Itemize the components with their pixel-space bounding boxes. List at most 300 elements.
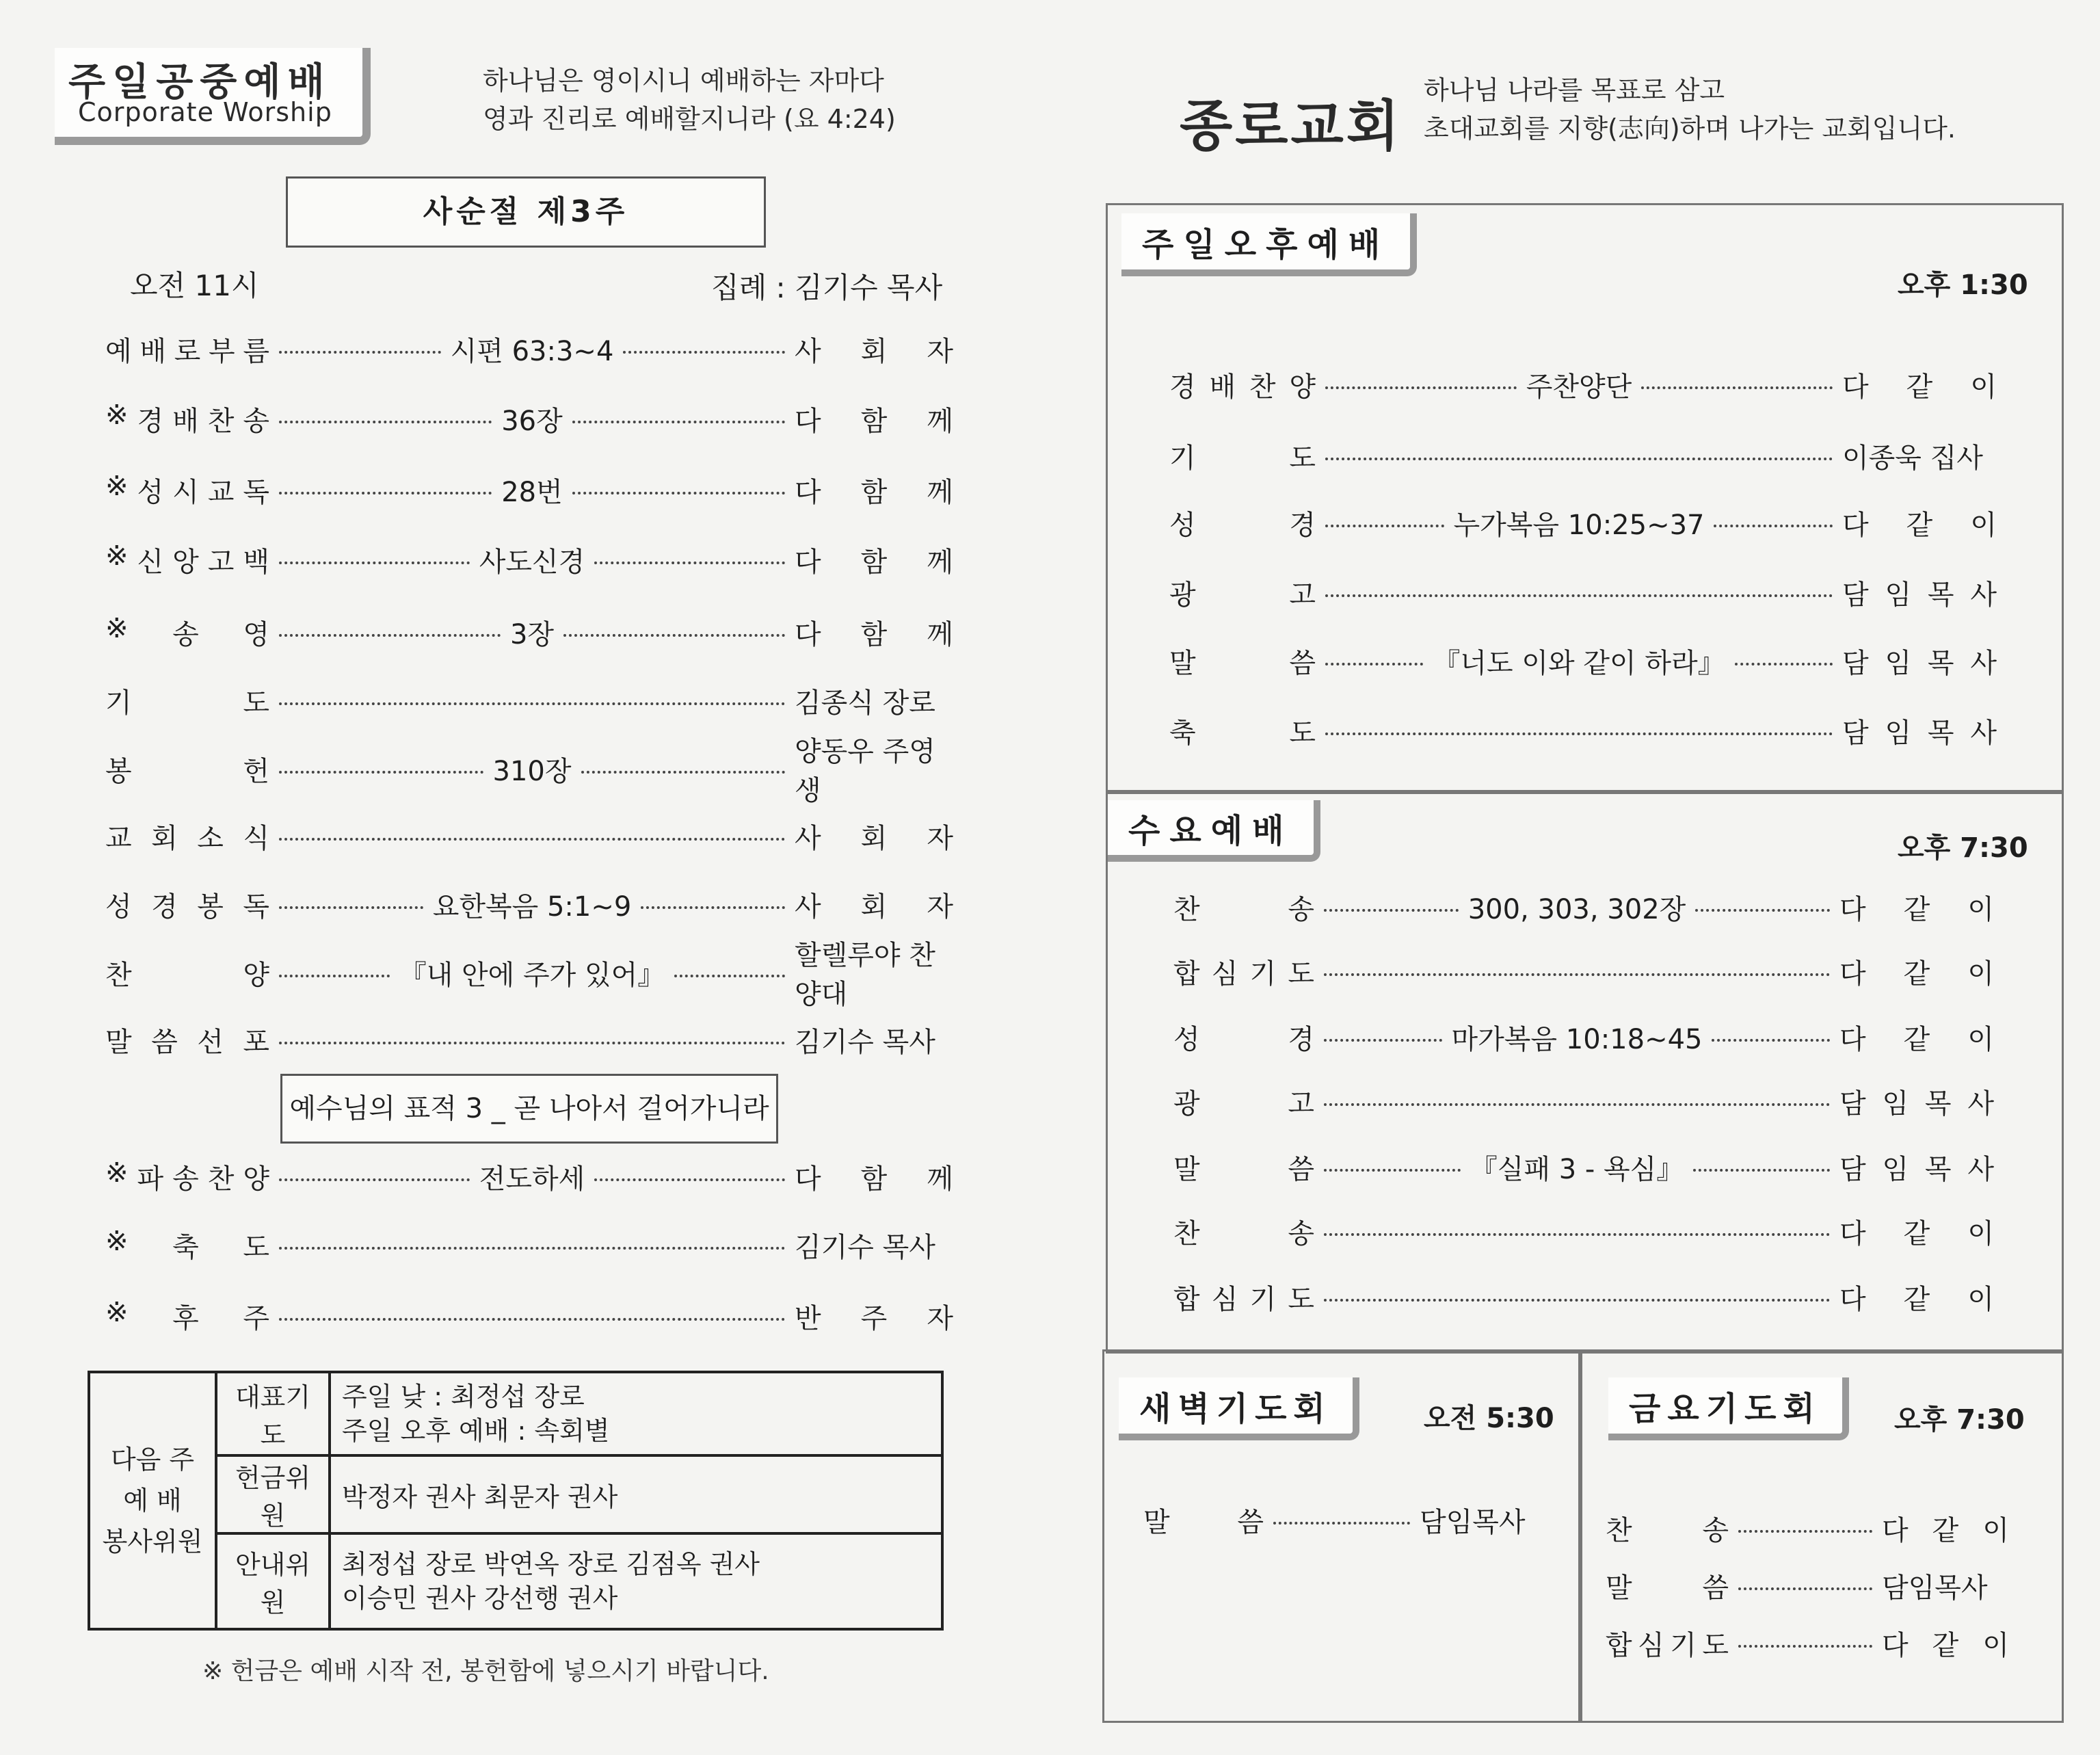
order-person [1842, 365, 1997, 404]
order-person-char: 다 [1839, 893, 1866, 925]
order-label-char: 파 [137, 1163, 164, 1195]
volunteer-names-line: 최정섭 장로 박연옥 장로 김점옥 권사 [342, 1549, 760, 1579]
order-label-char: ※ [105, 1296, 129, 1328]
order-person-char: 사 [1970, 579, 1997, 611]
leader-dots [1738, 1645, 1872, 1648]
order-person-char: 같 [1903, 958, 1930, 990]
order-label [105, 817, 269, 856]
order-person-char: 같 [1906, 371, 1933, 403]
order-label-char: 심 [1211, 958, 1238, 990]
leader-dots [279, 906, 423, 909]
order-item: 3장 [509, 618, 555, 650]
order-label [105, 330, 269, 369]
order-row [105, 469, 953, 510]
order-label-char: 앙 [172, 546, 199, 578]
leader-dots [279, 351, 441, 354]
leader-dots [1324, 1299, 1830, 1302]
leader-dots [1325, 663, 1423, 665]
order-label-char: 찬 [1173, 1217, 1200, 1250]
order-row [105, 815, 953, 856]
friday-tab [1608, 1377, 1849, 1440]
order-label [105, 1157, 269, 1196]
leader-dots [594, 1178, 785, 1181]
order-person-char: 담 [1839, 1087, 1866, 1120]
order-item: 310장 [492, 755, 572, 787]
order-person-char: 이 [1967, 1283, 1994, 1315]
volunteer-names [330, 1372, 942, 1455]
order-person-char: 함 [860, 618, 888, 650]
order-person [1882, 1509, 2009, 1548]
order-person [1839, 1148, 1994, 1187]
order-label [1606, 1509, 1729, 1548]
leader-dots [581, 771, 786, 774]
order-label [105, 885, 269, 924]
order-person-char: 목 [1927, 647, 1954, 679]
order-label [1173, 1278, 1314, 1317]
order-person-char: 담 [1842, 647, 1869, 679]
season-title: 사순절 제3주 [423, 194, 629, 229]
order-person-char: 사 [795, 890, 821, 923]
leader-dots [1324, 1169, 1461, 1172]
volunteer-names [330, 1533, 942, 1629]
order-label [105, 1297, 269, 1336]
leader-dots [1324, 973, 1830, 976]
order-person [1839, 1278, 1994, 1317]
order-person: 담임목사 [1882, 1572, 1988, 1604]
leader-dots [279, 771, 483, 774]
leader-dots [1641, 386, 1833, 389]
leader-dots [674, 975, 785, 977]
friday-time: 오후 7:30 [1894, 1404, 2025, 1436]
order-row [1606, 1507, 2009, 1548]
order-label-char: 합 [1606, 1629, 1632, 1661]
order-label-char: 씀 [1288, 1153, 1314, 1185]
order-person [1842, 503, 1997, 542]
order-label-char: 찬 [207, 1163, 235, 1195]
order-label-char: 찬 [1606, 1514, 1632, 1546]
order-label-char: 식 [243, 822, 269, 854]
order-label [105, 540, 269, 579]
order-row [105, 1295, 953, 1336]
leader-dots [1324, 1103, 1830, 1106]
volunteer-heading-line: 다음 주 [110, 1444, 195, 1475]
order-label [105, 1020, 269, 1059]
order-person-char: 함 [860, 1163, 888, 1195]
order-person-char: 반 [795, 1302, 821, 1334]
order-person: 양동우 주영생 [795, 736, 935, 806]
order-label [1143, 1501, 1264, 1540]
order-person-char: 같 [1932, 1514, 1959, 1546]
order-label-char: 신 [137, 546, 164, 578]
order-person-char: 자 [927, 822, 953, 854]
dawn-title: 새벽기도회 [1139, 1389, 1332, 1428]
order-item: 전도하세 [479, 1163, 585, 1195]
order-person-char: 다 [795, 618, 821, 650]
order-row [105, 328, 953, 369]
order-label-char: 기 [1249, 1283, 1277, 1315]
order-label-char: 광 [1173, 1087, 1200, 1120]
leader-dots [279, 421, 492, 423]
order-label-char: 봉 [197, 890, 224, 923]
leader-dots [641, 906, 785, 909]
order-row [105, 1019, 953, 1060]
order-label-char: ※ [105, 470, 129, 502]
leader-dots [279, 492, 492, 494]
order-person-char: 담 [1839, 1153, 1866, 1185]
wednesday-title: 수요예배 [1128, 811, 1294, 850]
order-person-char: 회 [860, 890, 888, 923]
order-person: 이종욱 집사 [1842, 442, 1983, 474]
order-label-char: 합 [1173, 1283, 1200, 1315]
friday-title: 금요기도회 [1629, 1389, 1822, 1428]
order-item: 주찬양단 [1526, 371, 1632, 403]
order-person [795, 540, 953, 579]
order-label-char: 백 [243, 546, 269, 578]
volunteer-table [88, 1371, 944, 1631]
order-label-char: 도 [1288, 1283, 1314, 1315]
order-person: 김기수 목사 [795, 1026, 935, 1058]
order-label-char: 로 [174, 335, 201, 367]
order-person [795, 885, 953, 924]
order-label [105, 613, 269, 652]
order-person-char: 목 [1924, 1153, 1952, 1185]
order-person-char: 다 [795, 546, 821, 578]
order-label [1173, 1212, 1314, 1251]
order-label-char: 부 [208, 335, 235, 367]
order-row [1173, 1146, 1994, 1187]
order-label [105, 399, 269, 438]
order-person-char: 다 [1842, 371, 1869, 403]
order-label-char: 주 [243, 1302, 269, 1334]
order-person [1842, 711, 1997, 750]
order-person-char: 이 [1967, 1217, 1994, 1250]
order-person-char: 이 [1970, 371, 1997, 403]
order-person-char: 자 [927, 335, 953, 367]
leader-dots [279, 1042, 785, 1044]
order-label-char: 름 [243, 335, 269, 367]
order-person [1842, 573, 1997, 612]
order-label-char: 기 [1670, 1629, 1697, 1661]
order-person-char: 같 [1906, 509, 1933, 541]
order-label-char: 송 [172, 618, 199, 650]
order-row [1169, 502, 1997, 543]
order-person [1882, 1624, 2009, 1663]
leader-dots [1693, 1169, 1830, 1172]
wednesday-time: 오후 7:30 [1898, 832, 2028, 864]
sermon-title: 예수님의 표적 3 _ 곧 나아서 걸어가니라 [289, 1093, 769, 1124]
order-label-char: 선 [197, 1026, 224, 1058]
order-label-char: 교 [207, 476, 235, 508]
order-person [1839, 888, 1994, 927]
order-person [1842, 642, 1997, 681]
volunteer-heading-line: 봉사위원 [102, 1527, 203, 1557]
order-label [1606, 1566, 1729, 1605]
leader-dots [1738, 1587, 1872, 1590]
leader-dots [1325, 525, 1444, 527]
leader-dots [1714, 525, 1833, 527]
service-time: 오전 11시 [130, 269, 259, 302]
order-label-char: 씀 [1289, 647, 1316, 679]
afternoon-time: 오후 1:30 [1898, 269, 2028, 301]
order-person-char: 같 [1903, 1023, 1930, 1055]
order-label [1169, 503, 1316, 542]
order-person-char: 주 [860, 1302, 888, 1334]
order-label-char: 양 [1289, 371, 1316, 403]
order-row [105, 736, 953, 806]
order-label [1606, 1624, 1729, 1663]
leader-dots [279, 1178, 470, 1181]
leader-dots [1325, 386, 1517, 389]
order-label-char: 교 [105, 822, 132, 854]
order-row [105, 1156, 953, 1197]
order-label [1173, 1082, 1314, 1121]
worship-header-subtitle: Corporate Worship [78, 97, 332, 127]
volunteer-names-line: 주일 낮 : 최정섭 장로 [342, 1382, 585, 1412]
worship-header-tab [55, 48, 371, 145]
order-label-char: 씀 [1702, 1572, 1729, 1604]
season-box [286, 176, 766, 248]
order-item: 28번 [501, 476, 563, 508]
order-person-char: 목 [1924, 1087, 1952, 1120]
order-label-char: 도 [243, 687, 269, 719]
order-label [105, 953, 269, 992]
leader-dots [623, 351, 785, 354]
order-row [105, 884, 953, 925]
order-label-char: 시 [172, 476, 199, 508]
order-person-char: 회 [860, 822, 888, 854]
order-person-char: 자 [927, 890, 953, 923]
order-row [1173, 1211, 1994, 1252]
order-label-char: 송 [1288, 893, 1314, 925]
order-person-char: 임 [1885, 717, 1912, 749]
order-person-char: 이 [1967, 1023, 1994, 1055]
order-label-char: 고 [1289, 579, 1316, 611]
order-row [1173, 1276, 1994, 1317]
order-item: 사도신경 [479, 546, 585, 578]
order-person-char: 다 [1839, 1283, 1866, 1315]
order-row [1143, 1499, 1550, 1540]
order-label [1169, 573, 1316, 612]
order-person-char: 이 [1982, 1514, 2009, 1546]
order-person-char: 다 [1839, 958, 1866, 990]
order-row [1173, 886, 1994, 927]
order-person-char: 자 [927, 1302, 953, 1334]
dawn-tab [1119, 1377, 1359, 1440]
order-label-char: ※ [105, 1225, 129, 1257]
order-row [105, 1224, 953, 1265]
order-label-char: 배 [1209, 371, 1236, 403]
order-person [795, 1157, 953, 1196]
afternoon-tab [1121, 213, 1417, 276]
order-label [105, 1226, 269, 1265]
order-label-char: 도 [1702, 1629, 1729, 1661]
order-row [1173, 1081, 1994, 1122]
order-label-char: 경 [1289, 509, 1316, 541]
order-label-char: 경 [1288, 1023, 1314, 1055]
leader-dots [279, 1247, 785, 1250]
order-label-char: 성 [105, 890, 132, 923]
volunteer-names [330, 1455, 942, 1533]
leader-dots [1325, 733, 1833, 735]
order-label-char: 찬 [105, 959, 132, 991]
wednesday-tab [1108, 800, 1320, 862]
order-row [1169, 640, 1997, 681]
order-label-char: 경 [137, 405, 164, 437]
order-label-char: 고 [207, 546, 235, 578]
order-label-char: 씀 [1237, 1506, 1264, 1538]
order-person-char: 사 [795, 822, 821, 854]
order-label-char: 축 [172, 1231, 199, 1263]
order-person [1839, 1082, 1994, 1121]
order-label-char: 찬 [1249, 371, 1276, 403]
order-label-char: 말 [105, 1026, 132, 1058]
motto-line-1: 하나님 나라를 목표로 삼고 [1424, 75, 1725, 105]
order-label [105, 471, 269, 510]
order-label-char: 합 [1173, 958, 1200, 990]
order-row [105, 611, 953, 652]
order-person-char: 같 [1903, 1283, 1930, 1315]
order-label-char: 말 [1169, 647, 1196, 679]
order-label-char: 심 [1211, 1283, 1238, 1315]
order-label [1173, 952, 1314, 991]
order-label-char: 찬 [207, 405, 235, 437]
order-label-char: 송 [172, 1163, 199, 1195]
order-person-char: 같 [1903, 1217, 1930, 1250]
order-label-char: 말 [1173, 1153, 1200, 1185]
order-person-char: 회 [860, 335, 888, 367]
order-label-char: 양 [243, 959, 269, 991]
order-person-char: 께 [927, 1163, 953, 1195]
leader-dots [279, 975, 390, 977]
leader-dots [1324, 909, 1459, 912]
order-item: 시편 63:3~4 [450, 335, 614, 367]
order-label-char: 독 [243, 890, 269, 923]
order-label-char: 봉 [105, 755, 132, 787]
order-person-char: 함 [860, 476, 888, 508]
church-motto [1424, 71, 1956, 148]
order-label-char: 광 [1169, 579, 1196, 611]
order-label-char: ※ [105, 1157, 129, 1189]
verse-line-2: 영과 진리로 예배할지니라 (요 4:24) [483, 104, 896, 134]
offering-note: ※ 헌금은 예배 시작 전, 봉헌함에 넣으시기 바랍니다. [202, 1657, 769, 1685]
leader-dots [1695, 909, 1830, 912]
order-label-char: ※ [105, 399, 129, 431]
order-label-char: ※ [105, 540, 129, 572]
order-label [1169, 642, 1316, 681]
order-person-char: 사 [795, 335, 821, 367]
order-person-char: 다 [795, 1163, 821, 1195]
order-item: 요한복음 5:1~9 [432, 890, 632, 923]
order-person [795, 817, 953, 856]
order-label-char: 회 [151, 822, 178, 854]
order-person-char: 께 [927, 618, 953, 650]
order-item: 300, 303, 302장 [1467, 893, 1686, 925]
order-label-char: 심 [1638, 1629, 1664, 1661]
order-label-char: 고 [1288, 1087, 1314, 1120]
leader-dots [1735, 663, 1833, 665]
scripture-verse [483, 62, 896, 138]
leader-dots [279, 1318, 785, 1321]
order-label-char: 기 [1249, 958, 1277, 990]
order-label-char: 헌 [243, 755, 269, 787]
leader-dots [279, 838, 785, 841]
order-item: 마가복음 10:18~45 [1451, 1023, 1703, 1055]
service-leader: 집례 : 김기수 목사 [711, 271, 943, 304]
volunteer-names-line: 이승민 권사 강선행 권사 [342, 1583, 618, 1613]
order-person-char: 다 [1839, 1217, 1866, 1250]
order-label-char: 영 [243, 618, 269, 650]
order-label [1169, 436, 1316, 475]
order-person: 김종식 장로 [795, 687, 935, 719]
order-label-char: 말 [1606, 1572, 1632, 1604]
leader-dots [572, 492, 785, 494]
leader-dots [1712, 1039, 1830, 1042]
order-person-char: 같 [1903, 893, 1930, 925]
dawn-time: 오전 5:30 [1424, 1403, 1554, 1434]
order-row [1606, 1622, 2009, 1663]
order-person-char: 다 [1882, 1514, 1909, 1546]
order-person-char: 임 [1882, 1087, 1909, 1120]
order-label-char: 경 [1169, 371, 1196, 403]
order-label [1173, 1148, 1314, 1187]
order-label [105, 681, 269, 720]
order-person-char: 담 [1842, 579, 1869, 611]
order-label-char: 배 [172, 405, 199, 437]
leader-dots [1738, 1530, 1872, 1533]
order-row [1173, 1016, 1994, 1057]
order-item: 누가복음 10:25~37 [1453, 509, 1705, 541]
order-item: 『너도 이와 같이 하라』 [1433, 647, 1725, 679]
order-label-char: 찬 [1173, 893, 1200, 925]
order-person-char: 함 [860, 405, 888, 437]
volunteer-role: 헌금위원 [216, 1455, 330, 1533]
order-person-char: 다 [1839, 1023, 1866, 1055]
order-label-char: 예 [105, 335, 132, 367]
leader-dots [1325, 594, 1833, 597]
order-label-char: 송 [243, 405, 269, 437]
order-person-char: 함 [860, 546, 888, 578]
volunteer-role: 대표기도 [216, 1372, 330, 1455]
order-label-char: 후 [172, 1302, 199, 1334]
order-label-char: 독 [243, 476, 269, 508]
order-person-char: 담 [1842, 717, 1869, 749]
order-row [1169, 364, 1997, 405]
order-person-char: 목 [1927, 717, 1954, 749]
worship-header-title: 주일공중예배 [68, 60, 332, 105]
order-person-char: 임 [1885, 647, 1912, 679]
order-label [105, 750, 269, 789]
order-person [795, 399, 953, 438]
order-person-char: 께 [927, 546, 953, 578]
order-label-char: 성 [137, 476, 164, 508]
order-label-char: 도 [1288, 958, 1314, 990]
wednesday-frame [1106, 790, 2064, 1354]
order-person-char: 임 [1882, 1153, 1909, 1185]
afternoon-title: 주일오후예배 [1142, 225, 1390, 264]
order-label-char: 도 [1289, 442, 1316, 474]
order-label-char: 말 [1143, 1506, 1170, 1538]
motto-line-2: 초대교회를 지향(志向)하며 나가는 교회입니다. [1424, 114, 1956, 144]
order-label-char: 성 [1173, 1023, 1200, 1055]
order-label [1169, 711, 1316, 750]
order-row [105, 398, 953, 439]
volunteer-role: 안내위원 [216, 1533, 330, 1629]
order-person-char: 다 [795, 405, 821, 437]
order-label [1169, 365, 1316, 404]
volunteer-names-line: 주일 오후 예배 : 속회별 [342, 1416, 610, 1446]
order-row [1606, 1565, 2009, 1606]
order-row [1169, 710, 1997, 751]
